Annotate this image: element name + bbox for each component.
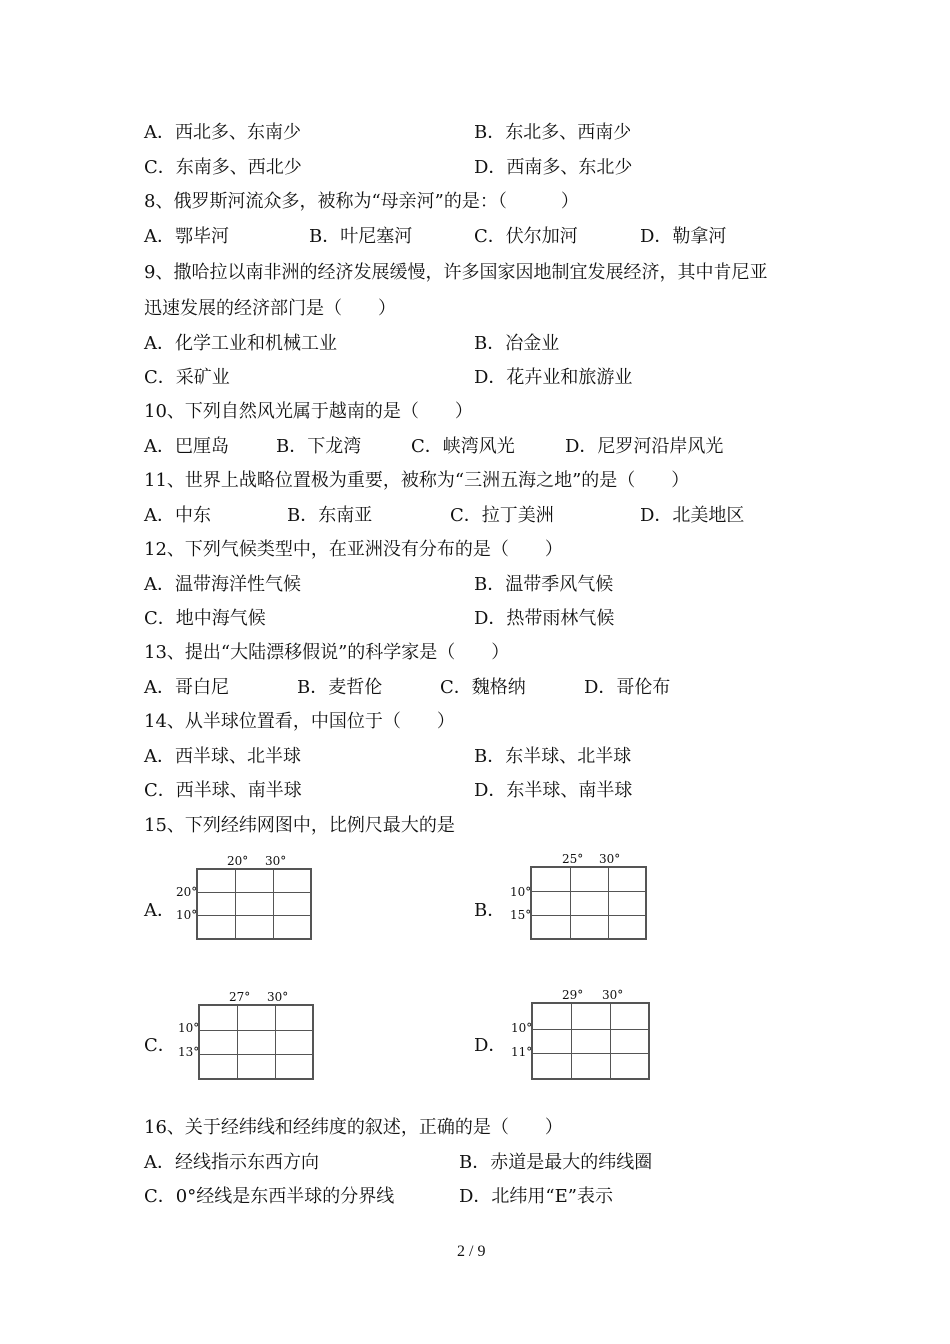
q13-option-d: D．哥伦布 [584,677,671,698]
q16-option-c: C．0°经线是东西半球的分界线 [144,1186,395,1207]
grid-b-lat-label-1: 10° [510,885,532,899]
q14-option-a: A．西半球、北半球 [144,746,301,767]
grid-c-lon-label-2: 30° [267,990,289,1004]
q8-option-d: D．勒拿河 [640,226,727,247]
q7-option-a: A．西北多、东南少 [144,122,301,143]
q12-option-b: B．温带季风气候 [474,574,614,595]
page-number: 2 / 9 [457,1243,486,1260]
grid-a-lon-label-1: 20° [227,854,249,868]
q15-stem: 15、下列经纬网图中，比例尺最大的是 [144,815,455,836]
grid-a-lon-label-2: 30° [265,854,287,868]
q9-option-d: D．花卉业和旅游业 [474,367,633,388]
q10-option-c: C．峡湾风光 [411,436,515,457]
grid-b-lat-label-2: 15° [510,908,532,922]
graticule-grid-c [198,1004,314,1080]
q7-option-b: B．东北多、西南少 [474,122,632,143]
q14-option-c: C．西半球、南半球 [144,780,302,801]
q12-option-d: D．热带雨林气候 [474,608,615,629]
q11-option-d: D．北美地区 [640,505,745,526]
q9-option-b: B．冶金业 [474,333,560,354]
grid-b-lon-label-1: 25° [562,852,584,866]
q13-option-c: C．魏格纳 [440,677,526,698]
q13-stem: 13、提出“大陆漂移假说”的科学家是（ ） [144,642,510,663]
q8-stem: 8、俄罗斯河流众多，被称为“母亲河”的是：（ ） [144,191,579,212]
grid-d-lat-label-1: 10° [511,1021,533,1035]
q16-option-d: D．北纬用“E”表示 [459,1186,613,1207]
graticule-grid-d [531,1002,650,1080]
q16-option-a: A．经线指示东西方向 [144,1152,319,1173]
q13-option-b: B．麦哲伦 [297,677,383,698]
q11-option-a: A．中东 [144,505,211,526]
q8-option-a: A．鄂毕河 [144,226,229,247]
q14-stem: 14、从半球位置看，中国位于（ ） [144,711,455,732]
q9-stem-line2: 迅速发展的经济部门是（ ） [144,298,396,319]
q12-option-a: A．温带海洋性气候 [144,574,301,595]
grid-b-lon-label-2: 30° [599,852,621,866]
q10-option-d: D．尼罗河沿岸风光 [565,436,724,457]
q15-option-a-label: A． [144,900,175,921]
q7-option-d: D．西南多、东北少 [474,157,633,178]
q12-option-c: C．地中海气候 [144,608,266,629]
q7-option-c: C．东南多、西北少 [144,157,302,178]
q9-stem-line1: 9、撒哈拉以南非洲的经济发展缓慢，许多国家因地制宜发展经济，其中肯尼亚 [144,262,768,283]
q10-option-b: B．下龙湾 [276,436,362,457]
q15-option-b-label: B． [474,900,506,921]
q10-option-a: A．巴厘岛 [144,436,229,457]
q9-option-a: A．化学工业和机械工业 [144,333,337,354]
grid-a-lat-label-2: 10° [176,908,198,922]
grid-d-lon-label-2: 30° [602,988,624,1002]
q13-option-a: A．哥白尼 [144,677,229,698]
q14-option-b: B．东半球、北半球 [474,746,632,767]
grid-c-lat-label-1: 10° [178,1021,200,1035]
q11-option-b: B．东南亚 [287,505,373,526]
q16-stem: 16、关于经纬线和经纬度的叙述，正确的是（ ） [144,1117,563,1138]
grid-d-lon-label-1: 29° [562,988,584,1002]
q11-stem: 11、世界上战略位置极为重要，被称为“三洲五海之地”的是（ ） [144,470,690,491]
q15-option-d-label: D． [474,1035,507,1056]
grid-c-lat-label-2: 13° [178,1045,200,1059]
q16-option-b: B．赤道是最大的纬线圈 [459,1152,653,1173]
grid-a-lat-label-1: 20° [176,885,198,899]
q8-option-b: B．叶尼塞河 [309,226,413,247]
q15-option-c-label: C． [144,1035,176,1056]
grid-c-lon-label-1: 27° [229,990,251,1004]
q14-option-d: D．东半球、南半球 [474,780,633,801]
q12-stem: 12、下列气候类型中，在亚洲没有分布的是（ ） [144,539,563,560]
grid-d-lat-label-2: 11° [511,1045,533,1059]
graticule-grid-b [530,866,647,940]
q8-option-c: C．伏尔加河 [474,226,578,247]
q10-stem: 10、下列自然风光属于越南的是（ ） [144,401,473,422]
q11-option-c: C．拉丁美洲 [450,505,554,526]
q9-option-c: C．采矿业 [144,367,230,388]
graticule-grid-a [196,868,312,940]
